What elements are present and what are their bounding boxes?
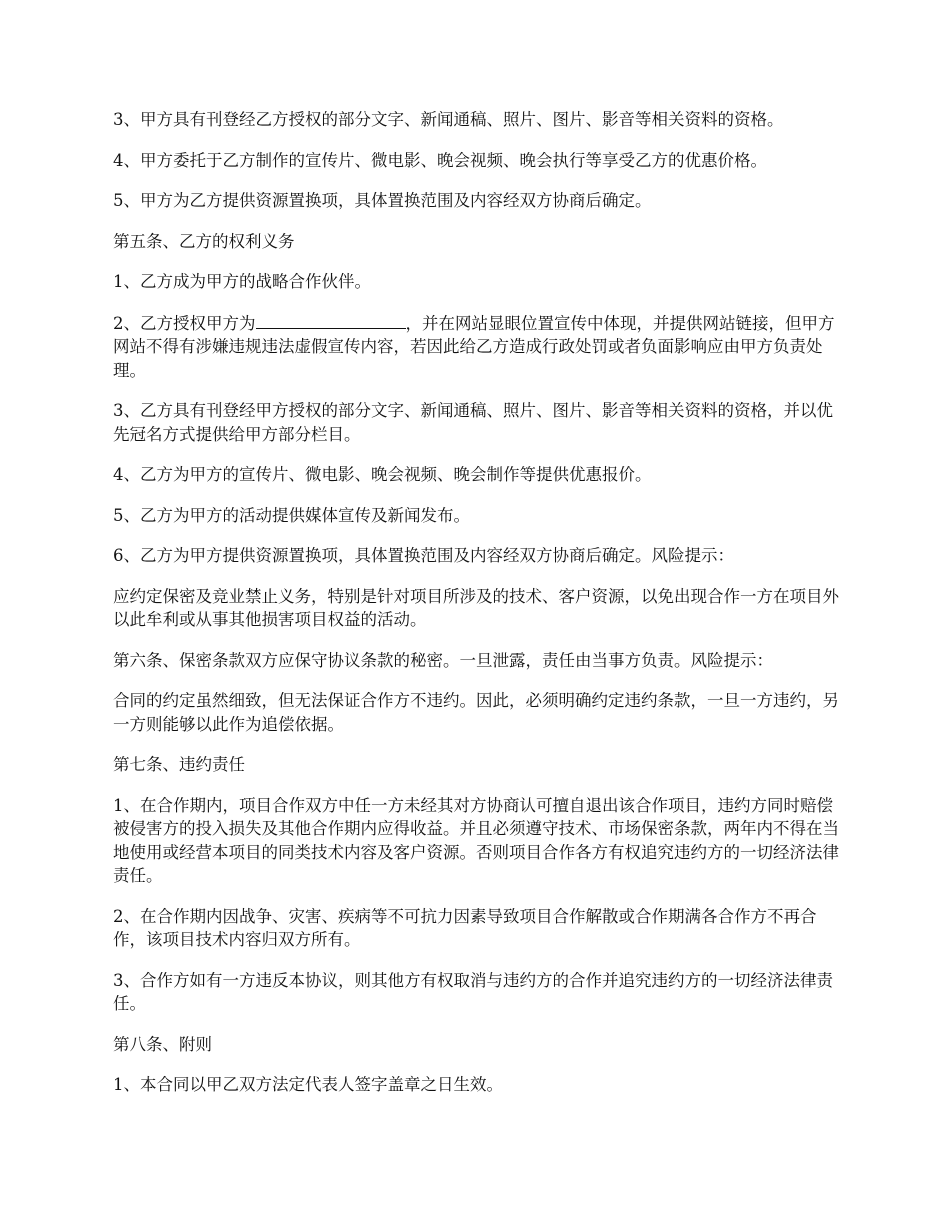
clause-paragraph: 3、甲方具有刊登经乙方授权的部分文字、新闻通稿、照片、图片、影音等相关资料的资格。	[113, 110, 784, 129]
risk-note-paragraph: 应约定保密及竞业禁止义务，特别是针对项目所涉及的技术、客户资源，以免出现合作一方在项目外以此牟利或从事其他损害项目权益的活动。	[113, 586, 839, 629]
clause-paragraph-with-blank	[113, 311, 843, 383]
clause-text-after-blank: ，并在网站显眼位置宣传中体现，并提供网站链接，但甲方网站不得有涉嫌违规违法虚假宣传内容，若因此给乙方造成行政处罚或者负面影响应由甲方负责处理。	[113, 313, 835, 380]
clause-paragraph: 5、乙方为甲方的活动提供媒体宣传及新闻发布。	[113, 505, 470, 525]
section-heading: 第八条、附则	[113, 1034, 212, 1054]
clause-paragraph: 4、乙方为甲方的宣传片、微电影、晚会视频、晚会制作等提供优惠报价。	[113, 465, 652, 484]
section-heading: 第六条、保密条款双方应保守协议条款的秘密。一旦泄露，责任由当事方负责。风险提示：	[113, 650, 773, 670]
clause-paragraph: 3、合作方如有一方违反本协议，则其他方有权取消与违约方的合作并追究违约方的一切经济法律责任。	[113, 970, 833, 1013]
clause-paragraph: 4、甲方委托于乙方制作的宣传片、微电影、晚会视频、晚会执行等享受乙方的优惠价格。	[113, 150, 767, 170]
section-heading: 第七条、违约责任	[113, 755, 245, 774]
section-heading: 第五条、乙方的权利义务	[113, 231, 295, 251]
clause-paragraph: 1、乙方成为甲方的战略合作伙伴。	[113, 272, 371, 291]
clause-paragraph: 2、在合作期内因战争、灾害、疾病等不可抗力因素导致项目合作解散或合作期满各合作方不再合作，该项目技术内容归双方所有。	[113, 906, 817, 949]
clause-paragraph: 6、乙方为甲方提供资源置换项，具体置换范围及内容经双方协商后确定。风险提示：	[113, 546, 734, 565]
clause-paragraph: 5、甲方为乙方提供资源置换项，具体置换范围及内容经双方协商后确定。	[113, 191, 652, 210]
clause-paragraph: 1、在合作期内，项目合作双方中任一方未经其对方协商认可擅自退出该合作项目，违约方同时赔偿被侵害方的投入损失及其他合作期内应得收益。并且必须遵守技术、市场保密条款，两年内不得在当地使用或经营本项目的同类技术内容及客户资源。否则项目合作各方有权追究违约方的一切经济法律责任。	[113, 795, 839, 885]
clause-paragraph: 1、本合同以甲乙双方法定代表人签字盖章之日生效。	[113, 1075, 503, 1094]
risk-note-paragraph: 合同的约定虽然细致，但无法保证合作方不违约。因此，必须明确约定违约条款，一旦一方违约，另一方则能够以此作为追偿依据。	[113, 691, 839, 734]
fill-in-blank	[256, 311, 406, 329]
clause-text-before-blank: 2、乙方授权甲方为	[113, 313, 256, 333]
clause-paragraph: 3、乙方具有刊登经甲方授权的部分文字、新闻通稿、照片、图片、影音等相关资料的资格，并以优先冠名方式提供给甲方部分栏目。	[113, 401, 833, 444]
document-body	[113, 108, 843, 1114]
